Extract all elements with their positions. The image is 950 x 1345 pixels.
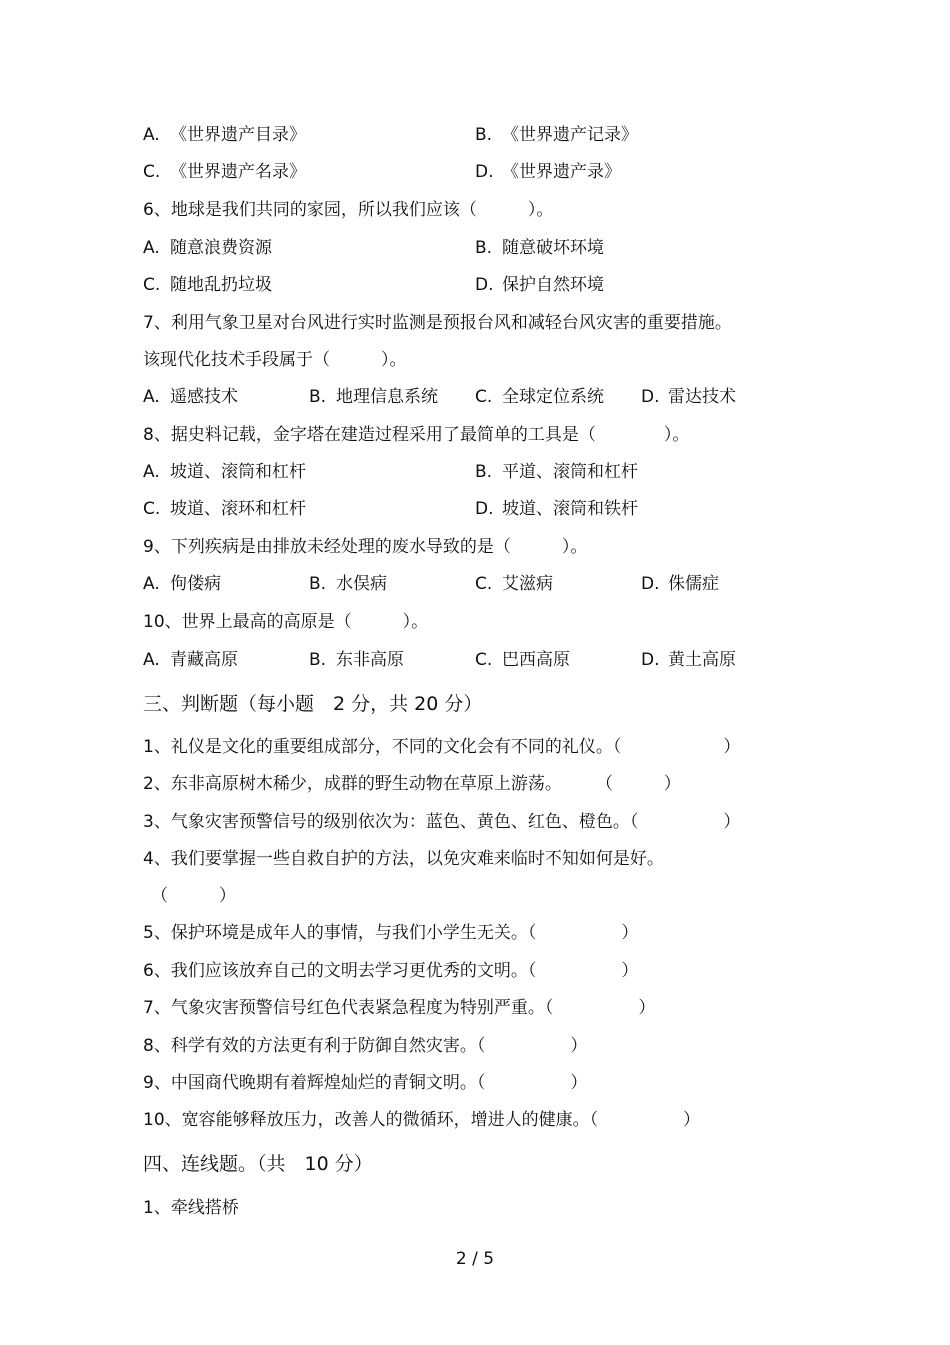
page-number: 2 / 5 (455, 1249, 495, 1269)
q6-option-d: D. 保护自然环境 (475, 275, 604, 295)
q7-stem-line2: 该现代化技术手段属于（ ）。 (143, 350, 407, 370)
q8-option-c: C. 坡道、滚环和杠杆 (143, 499, 306, 519)
tf-item-1: 1、礼仪是文化的重要组成部分，不同的文化会有不同的礼仪。（ ） (143, 737, 741, 757)
q7-option-c: C. 全球定位系统 (475, 387, 604, 407)
tf-item-5: 5、保护环境是成年人的事情，与我们小学生无关。（ ） (143, 923, 639, 943)
q6-stem: 6、地球是我们共同的家园，所以我们应该（ ）。 (143, 200, 554, 220)
q5-option-a: A. 《世界遗产目录》 (143, 125, 306, 145)
tf-item-4-blank: （ ） (151, 886, 236, 906)
tf-item-6: 6、我们应该放弃自己的文明去学习更优秀的文明。（ ） (143, 961, 639, 981)
section3-title: 三、判断题（每小题 2 分，共 20 分） (143, 693, 483, 715)
q6-option-b: B. 随意破坏环境 (475, 238, 604, 258)
tf-item-7: 7、气象灾害预警信号红色代表紧急程度为特别严重。（ ） (143, 998, 656, 1018)
q6-option-a: A. 随意浪费资源 (143, 238, 272, 258)
q10-option-d: D. 黄土高原 (641, 650, 736, 670)
q10-option-c: C. 巴西高原 (475, 650, 570, 670)
tf-item-8: 8、科学有效的方法更有利于防御自然灾害。（ ） (143, 1036, 588, 1056)
tf-item-4: 4、我们要掌握一些自救自护的方法，以免灾难来临时不知如何是好。 (143, 849, 664, 869)
q7-option-a: A. 遥感技术 (143, 387, 238, 407)
q9-option-a: A. 佝偻病 (143, 574, 221, 594)
q7-option-d: D. 雷达技术 (641, 387, 736, 407)
q9-option-b: B. 水俣病 (309, 574, 387, 594)
matching-item-1: 1、牵线搭桥 (143, 1198, 239, 1218)
q5-option-d: D. 《世界遗产录》 (475, 162, 621, 182)
q7-option-b: B. 地理信息系统 (309, 387, 438, 407)
q5-option-b: B. 《世界遗产记录》 (475, 125, 638, 145)
q8-option-a: A. 坡道、滚筒和杠杆 (143, 462, 306, 482)
section4-title: 四、连线题。（共 10 分） (143, 1153, 373, 1175)
q10-option-a: A. 青藏高原 (143, 650, 238, 670)
q9-option-c: C. 艾滋病 (475, 574, 553, 594)
tf-item-2: 2、东非高原树木稀少，成群的野生动物在草原上游荡。 （ ） (143, 774, 681, 794)
tf-item-10: 10、宽容能够释放压力，改善人的微循环，增进人的健康。（ ） (143, 1110, 701, 1130)
tf-item-3: 3、气象灾害预警信号的级别依次为：蓝色、黄色、红色、橙色。（ ） (143, 812, 741, 832)
q8-option-b: B. 平道、滚筒和杠杆 (475, 462, 638, 482)
q10-option-b: B. 东非高原 (309, 650, 404, 670)
q5-option-c: C. 《世界遗产名录》 (143, 162, 306, 182)
q9-option-d: D. 侏儒症 (641, 574, 719, 594)
q10-stem: 10、世界上最高的高原是（ ）。 (143, 612, 429, 632)
q8-stem: 8、据史料记载，金字塔在建造过程采用了最简单的工具是（ ）。 (143, 425, 690, 445)
q9-stem: 9、下列疾病是由排放未经处理的废水导致的是（ ）。 (143, 537, 588, 557)
tf-item-9: 9、中国商代晚期有着辉煌灿烂的青铜文明。（ ） (143, 1073, 588, 1093)
q8-option-d: D. 坡道、滚筒和铁杆 (475, 499, 638, 519)
q7-stem-line1: 7、利用气象卫星对台风进行实时监测是预报台风和减轻台风灾害的重要措施。 (143, 313, 732, 333)
q6-option-c: C. 随地乱扔垃圾 (143, 275, 272, 295)
